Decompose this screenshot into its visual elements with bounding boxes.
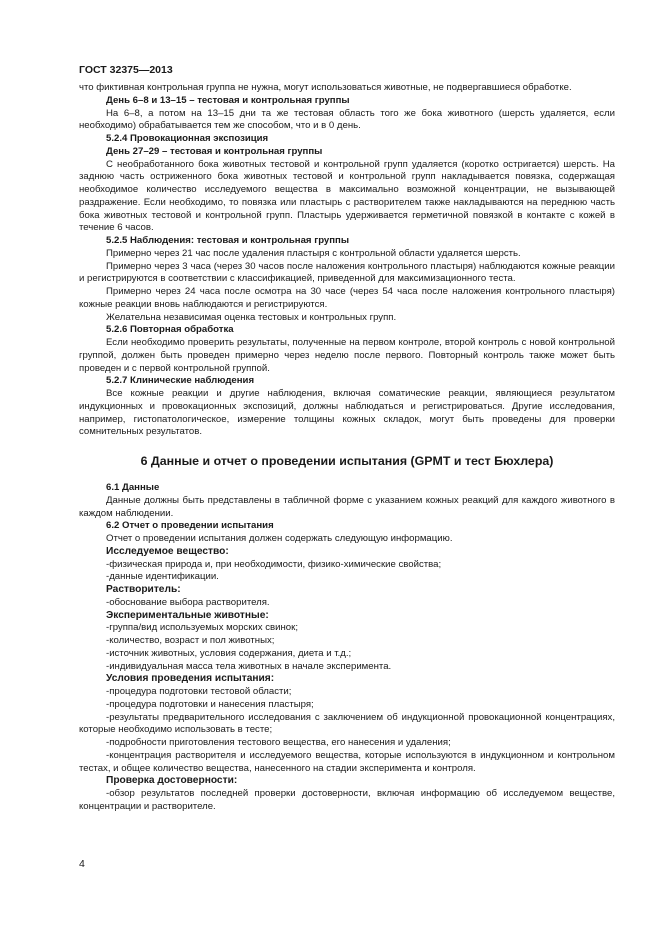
paragraph: -индивидуальная масса тела животных в начале эксперимента.: [106, 660, 392, 672]
paragraph: -процедура подготовки тестовой области;: [106, 686, 292, 697]
page-number: 4: [79, 858, 85, 870]
paragraph: Примерно через 3 часа (через 30 часов после наложения контрольного пластыря) наблюдаются кожные реакции и регистрируются в соответствии с классификацией, приведенной для максимизационного теста.: [79, 260, 615, 285]
paragraph: Все кожные реакции и другие наблюдения, включая соматические реакции, являющиеся результатом индукционных и провокационных экспозиций, должны наблюдаться и регистрироваться. Другие исследования, например, гистопатологическое, измерение толщины кожных складок, могут быть проведены для проверки сомнительных результатов.: [79, 388, 615, 438]
paragraph: -обзор результатов последней проверки достоверности, включая информацию об исследуемом веществе, концентрации и растворителе.: [79, 788, 615, 812]
subsection-heading: 5.2.7 Клинические наблюдения: [106, 375, 255, 387]
paragraph: -группа/вид используемых морских свинок;: [106, 622, 299, 634]
paragraph: -источник животных, условия содержания, диета и т.д.;: [106, 647, 352, 659]
document-body: [79, 82, 615, 814]
subsection-heading: 5.2.5 Наблюдения: тестовая и контрольная группы: [106, 235, 350, 246]
paragraph: -данные идентификации.: [106, 571, 219, 583]
subsection-heading: День 6–8 и 13–15 – тестовая и контрольная группы: [106, 94, 350, 106]
paragraph: -количество, возраст и пол животных;: [106, 635, 275, 646]
paragraph: Желательна независимая оценка тестовых и контрольных групп.: [106, 311, 397, 323]
section-title: 6 Данные и отчет о проведении испытания (GPMT и тест Бюхлера): [140, 454, 554, 468]
paragraph: С необработанного бока животных тестовой и контрольной групп удаляется (коротко остригается) шерсть. На заднюю часть остриженного бока животных тестовой и контрольной групп накладывается повязка, содержащая необходимое количество исследуемого вещества в максимально возможной концентрации, не вызывающей раздражение. Если необходимо, то повязка или пластырь с растворителем также накладываются на переднюю часть бока животных тестовой и контрольной групп. Пластырь удерживается герметичной повязкой в контакте с кожей в течение 6 часов.: [79, 158, 615, 234]
report-item-heading: Исследуемое вещество:: [106, 545, 229, 557]
report-item-heading: Проверка достоверности:: [106, 775, 238, 787]
subsection-heading: День 27–29 – тестовая и контрольная группы: [106, 145, 323, 157]
report-item-heading: Условия проведения испытания:: [106, 673, 275, 685]
paragraph: -результаты предварительного исследования с заключением об индукционной провокационной концентрациях, которые необходимо использовать в тесте;: [79, 711, 615, 736]
paragraph: -концентрация растворителя и исследуемого вещества, которые используются в индукционном и контрольном тестах, и общее количество вещества, нанесенного на стадии эксперимента и контроля.: [79, 749, 615, 774]
paragraph: Если необходимо проверить результаты, полученные на первом контроле, второй контроль с новой контрольной группой, должен быть проведен примерно через неделю после первого. Повторный контроль также может быть проведен и с первой контрольной группой.: [79, 337, 615, 374]
paragraph: -физическая природа и, при необходимости, физико-химические свойства;: [106, 558, 442, 570]
paragraph: Примерно через 24 часа после осмотра на 30 часе (через 54 часа после наложения контрольного пластыря) кожные реакции вновь наблюдаются и регистрируются.: [79, 286, 615, 310]
paragraph: что фиктивная контрольная группа не нужна, могут использоваться животные, не подвергавшиеся обработке.: [79, 82, 572, 93]
paragraph: Данные должны быть представлены в табличной форме с указанием кожных реакций для каждого животного в каждом наблюдении.: [79, 494, 615, 519]
report-item-heading: Растворитель:: [106, 584, 181, 595]
paragraph: Примерно через 21 час после удаления пластыря с контрольной области удаляется шерсть.: [106, 247, 521, 259]
paragraph: -процедура подготовки и нанесения пластыря;: [106, 698, 314, 710]
paragraph: Отчет о проведении испытания должен содержать следующую информацию.: [106, 533, 453, 544]
subsection-heading: 5.2.6 Повторная обработка: [106, 324, 234, 336]
subsection-heading: 5.2.4 Провокационная экспозиция: [106, 133, 269, 144]
paragraph: На 6–8, а потом на 13–15 дни та же тестовая область того же бока животного (шерсть удаляется, если необходимо) обрабатывается тем же способом, что и в 0 день.: [79, 107, 615, 132]
paragraph: -подробности приготовления тестового вещества, его нанесения и удаления;: [106, 737, 451, 748]
subsection-heading: 6.2 Отчет о проведении испытания: [106, 520, 274, 532]
paragraph: -обоснование выбора растворителя.: [106, 596, 270, 608]
document-header: ГОСТ 32375—2013: [79, 64, 173, 76]
report-item-heading: Экспериментальные животные:: [106, 609, 269, 621]
subsection-heading: 6.1 Данные: [106, 482, 160, 493]
